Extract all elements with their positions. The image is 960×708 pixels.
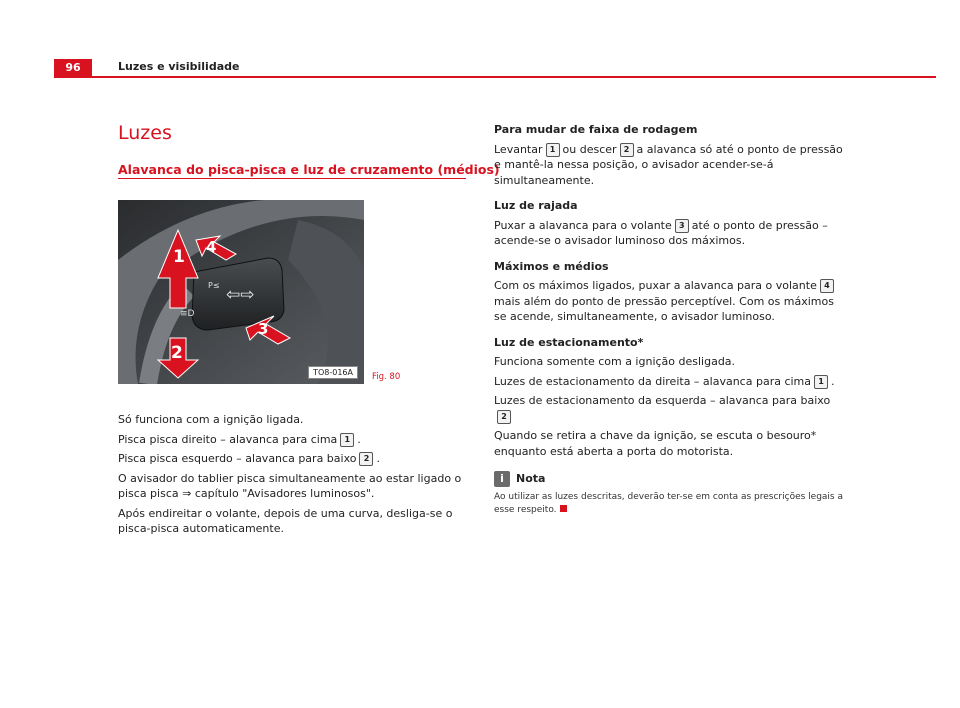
figure-code: TO8-016A [308,366,358,379]
section-title: Luzes [118,122,172,144]
paragraph-auto-off: Após endireitar o volante, depois de uma curva, desliga-se o pisca-pisca automaticamente. [118,506,453,535]
heading-flash: Luz de rajada [494,199,578,212]
paragraph-dashboard-indicator: O avisador do tablier pisca simultaneamente ao estar ligado o pisca pisca ⇒ capítulo "Avisadores luminosos". [118,471,462,500]
text-segment: . [357,432,361,446]
end-of-section-mark [560,505,567,512]
parking-light-icon: P≤ [208,281,220,290]
heading-lane-change: Para mudar de faixa de rodagem [494,123,698,136]
paragraph-buzzer: Quando se retira a chave da ignição, se escuta o besouro* enquanto está aberta a porta do motorista. [494,429,817,458]
paragraph-ignition: Só funciona com a ignição ligada. [118,413,304,426]
heading-high-low-beam: Máximos e médios [494,259,609,273]
low-beam-icon: ≡D [180,309,195,319]
marker-label-3: 3 [258,320,269,338]
marker-label-1: 1 [173,247,185,267]
figure-turn-signal-lever [118,200,364,384]
ref-badge-1: 1 [546,143,560,157]
marker-label-2: 2 [171,343,183,363]
paragraph-parking-right [494,374,844,390]
ref-badge-1: 1 [340,433,354,447]
note-text [494,491,844,517]
text-segment: Ao utilizar as luzes descritas, deverão ter-se em conta as prescrições legais a esse respeito. [494,492,844,515]
figure-label: Fig. 80 [372,372,401,382]
left-column-text [118,412,470,541]
ref-badge-2: 2 [620,143,634,157]
info-icon: i [494,471,510,487]
text-segment: Luzes de estacionamento da direita – alavanca para cima [494,374,812,388]
text-segment: . [376,452,380,465]
paragraph-right-signal [118,432,470,448]
text-segment: ou descer [562,142,617,156]
paragraph-high-low-beam [494,278,844,325]
text-segment: Puxar a alavanca para o volante [494,218,672,232]
ref-badge-2: 2 [497,410,511,424]
paragraph-lane-change [494,142,844,189]
text-segment: Luzes de estacionamento da esquerda – alavanca para baixo [494,394,831,407]
text-segment: Pisca pisca esquerdo – alavanca para baixo [118,452,357,465]
paragraph-parking-ignition: Funciona somente com a ignição desligada. [494,355,736,368]
text-segment: até o ponto de pressão – acende-se o avisador luminoso dos máximos. [494,218,828,247]
note-header [494,471,844,487]
text-segment: Com os máximos ligados, puxar a alavanca para o volante [494,279,817,292]
running-title: Luzes e visibilidade [118,60,240,73]
section-subtitle: Alavanca do pisca-pisca e luz de cruzamento (médios) [118,162,500,177]
page-number: 96 [54,59,92,76]
note-title: Nota [516,472,546,486]
ref-badge-2: 2 [359,452,373,466]
text-segment: . [831,374,835,388]
paragraph-left-signal [118,451,470,467]
marker-label-4: 4 [206,238,217,256]
text-segment: Levantar [494,142,543,156]
text-segment: a alavanca só até o ponto de pressão e mantê-la nessa posição, o avisador acender-se-á simultaneamente. [494,142,843,187]
lever-illustration [118,200,364,384]
header-rule [54,76,936,78]
arrows-icon: ⇦⇨ [226,285,255,305]
right-column-text [494,122,844,517]
paragraph-flash [494,218,844,249]
text-segment: Pisca pisca direito – alavanca para cima [118,432,338,446]
text-segment: mais além do ponto de pressão perceptível. Com os máximos se acende, simultaneamente, o avisador luminoso. [494,294,834,323]
ref-badge-3: 3 [675,219,689,233]
ref-badge-1: 1 [814,375,828,389]
subtitle-rule [118,178,466,179]
ref-badge-4: 4 [820,279,834,293]
paragraph-parking-left [494,393,844,424]
heading-parking-light: Luz de estacionamento* [494,335,644,349]
